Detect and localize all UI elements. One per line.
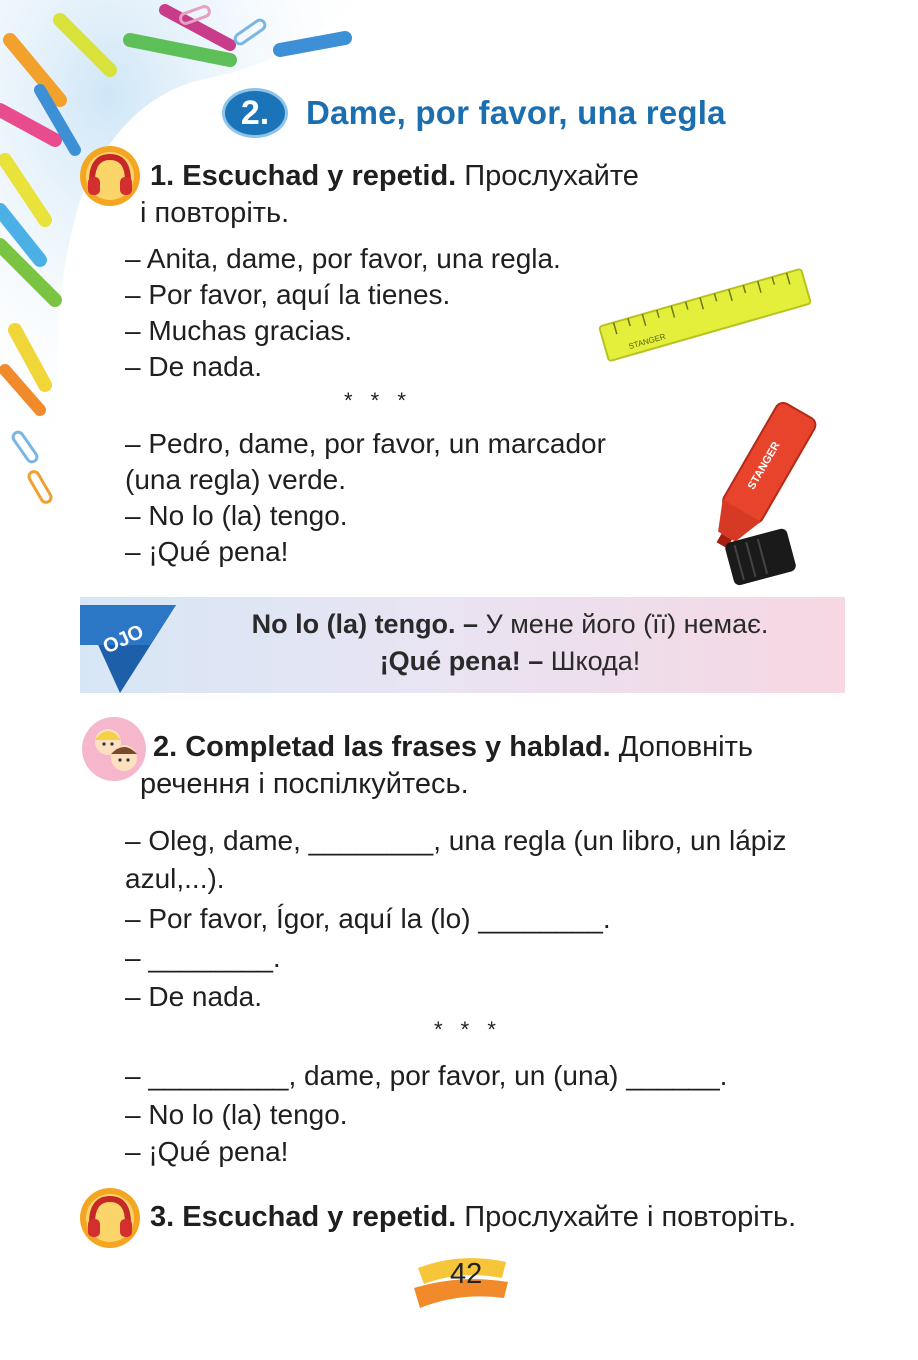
dialogue-line: – No lo (la) tengo. (125, 500, 348, 531)
dialogue-line: – ¡Qué pena! (125, 536, 289, 567)
dialogue-line: – No lo (la) tengo. (125, 1099, 348, 1130)
marker-image (690, 395, 820, 590)
lesson-title: Dame, por favor, una regla (306, 94, 726, 131)
dialogue-line: – Oleg, dame, ________, una regla (un libro, un lápiz (125, 825, 787, 856)
ojo-line-1-ua: У мене його (її) немає. (485, 609, 769, 639)
ojo-line-1-es: No lo (la) tengo. – (251, 609, 479, 639)
dialogue-line: – Por favor, Ígor, aquí la (lo) ________. (125, 903, 611, 934)
task2-heading-ua: Доповніть (618, 731, 753, 763)
headphones-icon (78, 145, 142, 207)
task3-heading-es: 3. Escuchad y repetid. (150, 1201, 457, 1233)
dialogue-line: – Pedro, dame, por favor, un marcador (125, 428, 606, 459)
dialogue-line: – De nada. (125, 981, 262, 1012)
ojo-line-2-es: ¡Qué pena! – (379, 646, 544, 676)
dialogue-line: – _________, dame, por favor, un (una) ______. (125, 1060, 728, 1091)
task1-heading-es: 1. Escuchad y repetid. (150, 160, 457, 192)
ruler-brand: STANGER (627, 331, 667, 352)
separator: * * * (434, 1017, 502, 1042)
dialogue-line: – Anita, dame, por favor, una regla. (125, 243, 561, 274)
ruler-image (595, 265, 815, 365)
marker-brand: STANGER (745, 439, 783, 492)
task3-heading-ua: Прослухайте і повторіть. (464, 1201, 797, 1233)
separator: * * * (344, 388, 412, 413)
task3-heading (150, 1199, 796, 1235)
children-icon (80, 716, 148, 782)
ojo-line-2-ua: Шкода! (550, 646, 641, 676)
task2-heading-ua-2: речення і поспілкуйтесь. (140, 768, 469, 800)
dialogue-line: azul,...). (125, 863, 225, 894)
task1-heading-ua: Прослухайте (464, 160, 639, 192)
task2-heading (153, 729, 753, 765)
dialogue-line: (una regla) verde. (125, 464, 347, 495)
ojo-line-1 (180, 606, 840, 643)
dialogue-line: – De nada. (125, 351, 262, 382)
ojo-badge (80, 597, 180, 693)
headphones-icon (78, 1187, 142, 1249)
task1-heading (150, 158, 639, 194)
dialogue-line: – ¡Qué pena! (125, 1136, 289, 1167)
lesson-number-badge: 2. (222, 88, 288, 138)
task1-heading-ua-2: і повторіть. (140, 197, 290, 229)
ojo-line-2 (180, 643, 840, 680)
page-number: 42 (450, 1258, 483, 1290)
ojo-label: OJO (99, 620, 148, 659)
dialogue-line: – Por favor, aquí la tienes. (125, 279, 451, 310)
dialogue-line: – Muchas gracias. (125, 315, 353, 346)
dialogue-line: – ________. (125, 942, 281, 973)
task2-heading-es: 2. Completad las frases y hablad. (153, 731, 611, 763)
lesson-header (222, 88, 726, 138)
